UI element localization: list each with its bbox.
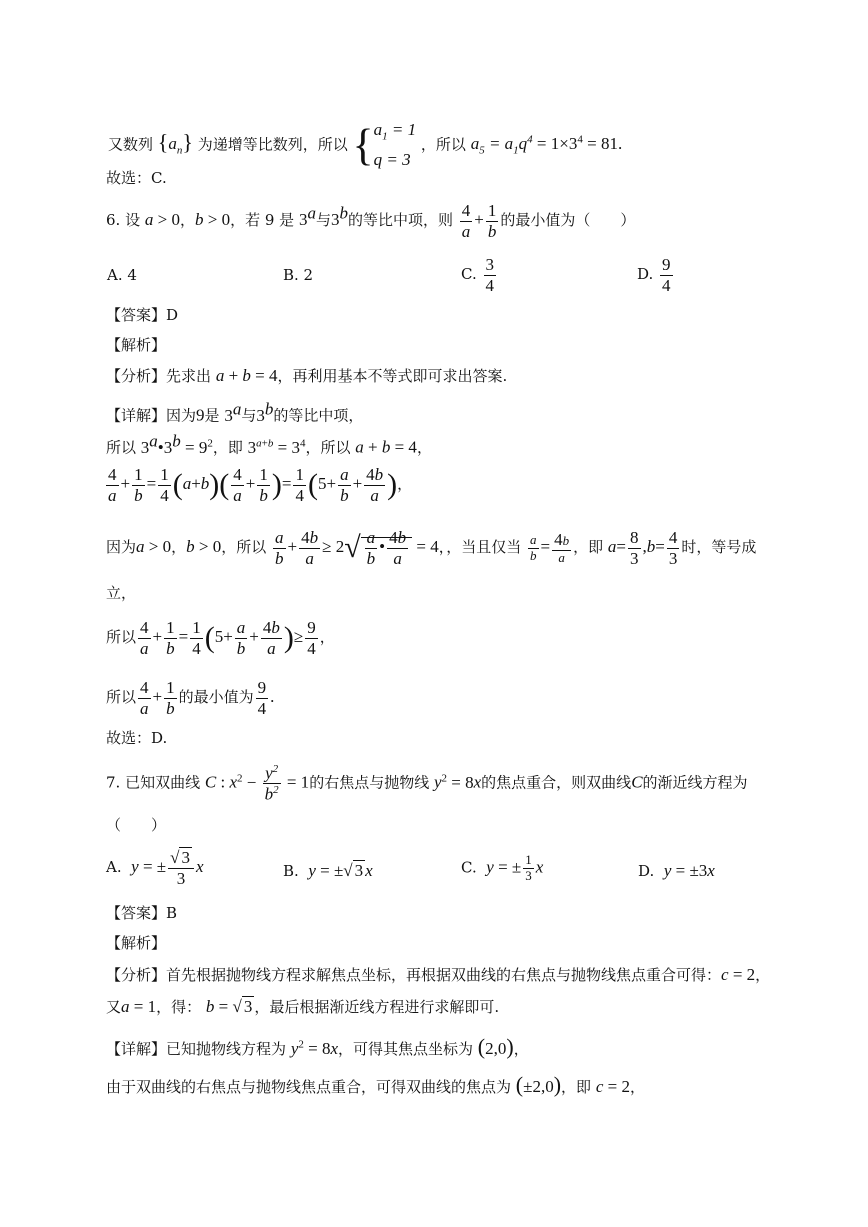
text: B. [283,862,299,880]
q7-detail-line-1: 【详解】已知抛物线方程为 $y^2 = 8x$，可得其焦点坐标为 (2,0)， [106,1034,529,1059]
option-d: D. $\frac{9}{4}$ [637,255,671,295]
question-7-bracket: （ ） [106,816,167,834]
text: 的焦点重合，则双曲线 [481,773,632,792]
answer-choice-c: 故选：C. [106,169,167,187]
text: ，再利用基本不等式即可求出答案. [277,367,508,385]
text: ，所以 [221,538,267,557]
text: 的最小值为 [178,688,254,707]
text: ，即 [573,538,604,557]
option-a: A. 4 [107,266,137,284]
text: A. [106,858,122,877]
q7-analysis-summary-2: 又a = 1，得： b = √ 3 ，最后根据渐近线方程进行求解即可. [106,997,500,1016]
analysis-summary: 【分析】先求出 a + b = 4，再利用基本不等式即可求出答案. [106,366,508,385]
text: C. [461,265,477,284]
text: 时，等号成 [681,538,757,557]
text: 的等比中项，则 [347,211,453,230]
text: 已知抛物线方程为 [166,1040,287,1058]
text: ，即 [561,1078,592,1096]
option-c: C. $\frac{3}{4}$ [461,255,494,295]
option-b: B. 2 [283,266,314,284]
text: ，即 [212,438,243,457]
detail-line-2: 所以 $3^a•3^b = 9^2$，即 $3^{a+b} = 3^4$，所以 a + b = 4， [106,431,432,457]
text: ，最后根据渐近线方程进行求解即可. [254,998,500,1016]
q7-detail-line-2: 由于双曲线的右焦点与抛物线焦点重合，可得双曲线的焦点为 (±2,0)，即 c = 2， [106,1072,645,1097]
answer-label: 【答案】D [106,306,179,324]
text: ，当且仅当 [446,538,522,557]
text: 又数列 [108,135,154,154]
text: 【详解】 [106,406,167,425]
detail-line-1: 【详解】因为9是 3$^a$与3$^b$的等比中项， [106,399,364,425]
text: ，所以 [420,135,466,154]
question-7: 7. 已知双曲线 C : $x^2$ − $\frac{y^2}{b^2}$ = 1的右焦点与抛物线 $y^2 = 8x$的焦点重合，则双曲线C的渐近线方程为 [106,763,748,804]
answer-choice-d: 故选：D. [106,729,168,747]
text: 所以 [106,688,137,707]
q7-analysis-label: 【解析】 [106,934,167,952]
text: 为递增等比数列，所以 [197,135,348,154]
text: 因为 [166,406,197,425]
q7-analysis-summary: 【分析】首先根据抛物线方程求解焦点坐标，再根据双曲线的右焦点与抛物线焦点重合可得：c = 2， [106,965,771,984]
text: ，得： [156,998,202,1016]
text: ，可得其焦点坐标为 [338,1040,474,1058]
q7-answer-label: 【答案】B [106,904,178,922]
text: D. [638,862,655,880]
text: 【详解】 [106,1040,167,1058]
text: 的最小值为（ ） [500,211,636,230]
text: 7. 已知双曲线 [106,773,201,792]
analysis-label: 【解析】 [106,336,167,354]
text: D. [637,265,654,284]
q7-option-a: A. y = ± $\frac{√ 3}{3}$ x [106,848,204,888]
text: 所以 [106,628,137,647]
text: 由于双曲线的右焦点与抛物线焦点重合，可得双曲线的焦点为 [106,1078,512,1096]
text: 因为 [106,538,137,557]
text: 【分析】 [106,367,167,385]
text: 与 [241,406,257,425]
text: 的右焦点与抛物线 [309,773,430,792]
detail-line-6: 所以 $\frac{4}{a}$ + $\frac{1}{b}$ 的最小值为 $\frac{9}{4}$ . [106,678,275,718]
detail-line-4: 因为a > 0，b > 0，所以 $\frac{a}{b}$ + $\frac{4b}{a}$ ≥ 2√ $\frac{a}{b}$ • $\frac{4b}{a}$ = 4，，当且仅当 $\frac{a}{b}$ = $\frac{4b}{a}$ ，即 a= $\frac{8}{3}$ ,b= $\frac{4}{3}$ 时，等号成 [106,528,757,568]
question-6: 6. 设 a > 0，b > 0，若 9 是 3$^a$与3$^b$的等比中项，则 $\frac{4}{a}$ + $\frac{1}{b}$ 的最小值为（ ） [106,201,636,241]
text: ，所以 [305,438,351,457]
text: 先求出 [166,367,212,385]
text: C. [461,858,477,877]
text: 又 [106,998,122,1016]
text: 与 [315,211,331,230]
text: 是 [204,406,220,425]
text: 【分析】 [106,966,167,984]
line-sequence-conclusion: 又数列 $\{a_n\}$ 为递增等比数列，所以 {$a_1 = 1$ q = 3 ，所以 $a_5 = a_1q^4 = 1\times 3^4 = 81$. [108,120,623,170]
text: 的等比中项， [273,406,364,425]
detail-line-3: $\frac{4}{a}$ + $\frac{1}{b}$ = $\frac{1}{4}$ (a+b)( $\frac{4}{a}$ + $\frac{1}{b}$ )= $\frac{1}{4}$ (5+ $\frac{a}{b}$ + $\frac{4b}{a}$ )， [108,465,413,505]
text: 6. 设 [106,211,141,230]
detail-line-4b: 立， [106,584,137,602]
q7-option-d: D. y = ±3x [638,861,715,880]
text: 的渐近线方程为 [642,773,748,792]
q7-option-b: B. y = ±√ 3 x [283,861,373,880]
text: 所以 [106,438,137,457]
text: 首先根据抛物线方程求解焦点坐标，再根据双曲线的右焦点与抛物线焦点重合可得： [166,966,722,984]
text: ，若 9 是 [230,211,295,230]
detail-line-5: 所以 $\frac{4}{a}$ + $\frac{1}{b}$ = $\frac{1}{4}$ (5+ $\frac{a}{b}$ + $\frac{4b}{a}$ )≥ $\frac{9}{4}$ ， [106,618,335,658]
q7-option-c: C. y = ± $\frac{1}{3}$ x [461,852,544,883]
